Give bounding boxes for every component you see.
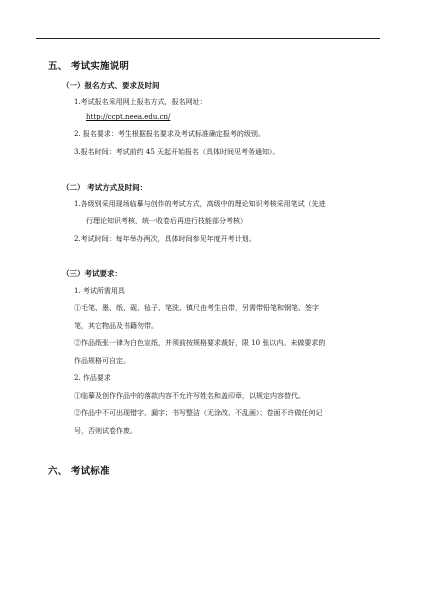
sub3-item-1: 1. 考试所需用具	[74, 287, 125, 295]
registration-link[interactable]: http://ccpt.neea.edu.cn/	[86, 113, 171, 121]
sub3-item-6b: 号，否则试卷作废。	[74, 427, 137, 435]
sub3-item-5: ①临摹及创作作品中的落款内容不允许写姓名和盖印章，以规定内容替代。	[74, 392, 305, 400]
sub1-item-2: 2. 报名要求：考生根据报名要求及考试标准确定报考的级别。	[74, 130, 265, 138]
sub3-item-2a: ①毛笔、墨、纸、砚、毡子、笔洗、镇尺由考生自带，另需带铅笔和钢笔、签字	[74, 304, 319, 312]
section-5-title: 五、 考试实施说明	[48, 61, 130, 72]
header-rule	[36, 38, 380, 39]
subsection-3-heading: （三）考试要求：	[62, 269, 122, 278]
sub3-item-6a: ②作品中不可出现错字、漏字；书写整洁（无涂改、不乱画）；卷面不许做任何记	[74, 409, 323, 417]
sub2-item-1b: 行理论知识考核，统一收卷后再进行技能部分考核）	[86, 217, 247, 225]
sub2-item-1a: 1.各级别采用现场临摹与创作的考试方式，高级中的理论知识考核采用笔试（先进	[74, 200, 326, 208]
sub3-item-3b: 作品规格可自定。	[74, 357, 130, 365]
section-6-title: 六、 考试标准	[48, 466, 110, 477]
sub3-item-3a: ②作品纸张一律为白色宣纸，并须前按规格要求裁好，限 10 张以内。未做要求的	[74, 339, 326, 347]
sub1-item-1: 1.考试报名采用网上报名方式，报名网址：	[74, 98, 207, 106]
sub3-item-2b: 笔，其它物品及书籍勿带。	[74, 322, 158, 330]
subsection-1-heading: （一）报名方式、要求及时间	[62, 81, 160, 90]
sub2-item-2: 2.考试时间：每年举办两次，具体时间参见年度开考计划。	[74, 235, 256, 243]
sub1-item-3: 3.报名时间：考试前约 45 天起开始报名（具体时间见考务通知）。	[74, 148, 280, 156]
subsection-2-heading: （二） 考试方式及时间：	[62, 183, 148, 192]
sub3-item-4: 2. 作品要求	[74, 374, 111, 382]
